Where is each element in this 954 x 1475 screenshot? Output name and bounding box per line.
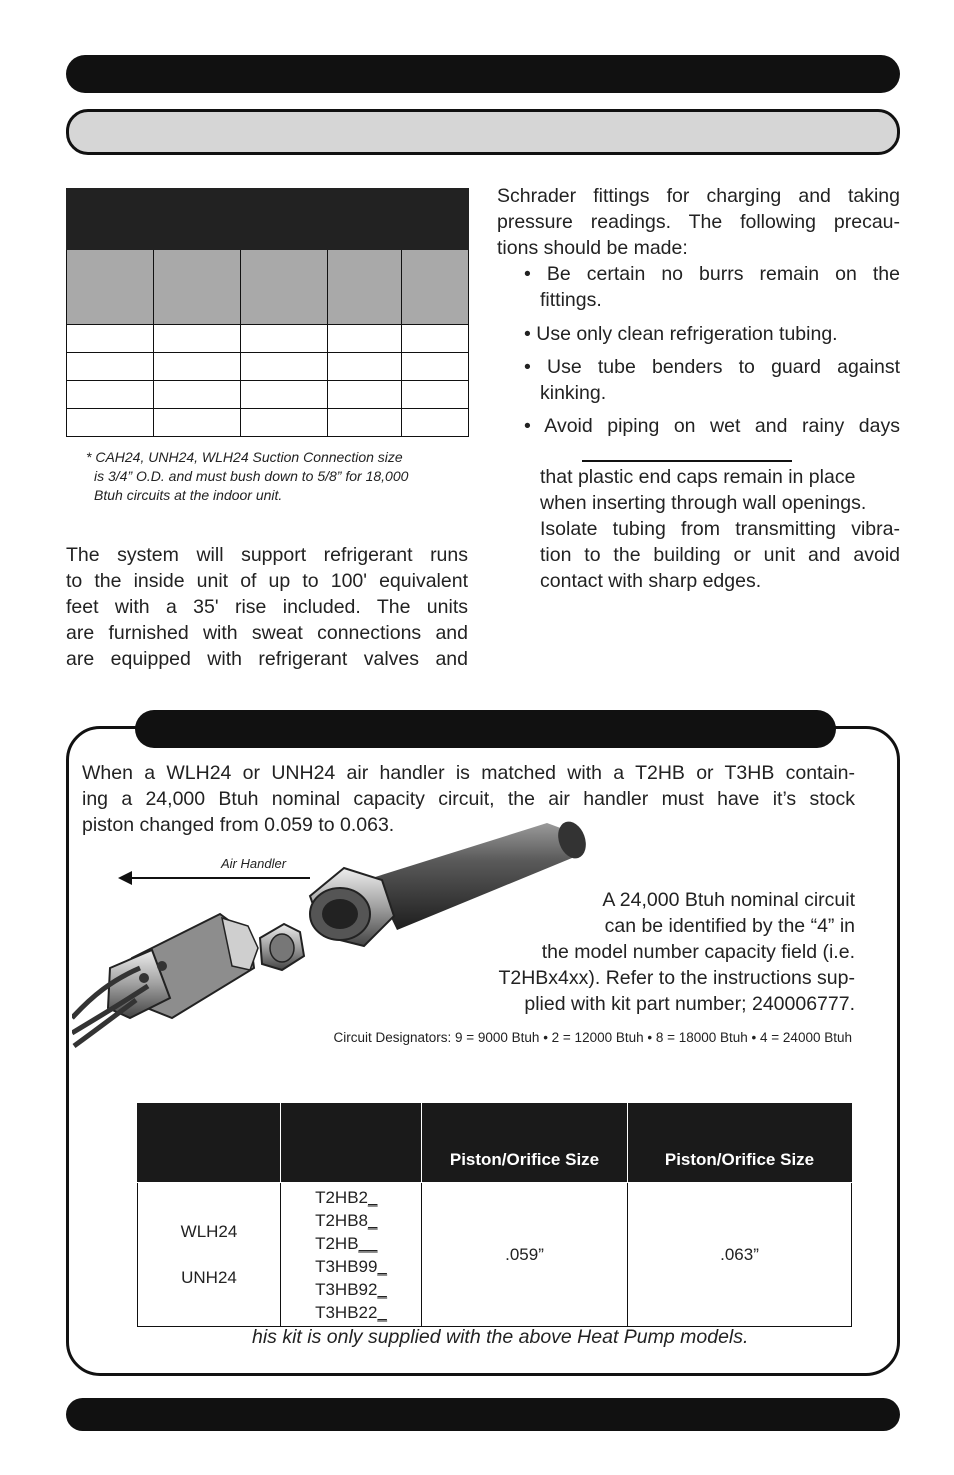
header-cell	[281, 1104, 422, 1183]
bullet-continuation	[540, 464, 900, 594]
paragraph-line: ing a 24,000 Btuh nominal capacity circuit, the air handler must have it’s stock	[82, 788, 855, 810]
footer-bar	[66, 1398, 900, 1431]
schrader-paragraph	[497, 183, 900, 261]
bullet-item	[524, 354, 900, 406]
paragraph-line: Isolate tubing from transmitting vibra-	[540, 518, 900, 540]
piston-table-header	[138, 1104, 852, 1183]
bullet-item	[524, 413, 900, 439]
header-cell: Piston/Orifice Size	[422, 1104, 628, 1183]
bullet-text: kinking.	[540, 382, 607, 404]
header-bar	[66, 55, 900, 93]
air-handler-model: WLH24	[180, 1221, 238, 1241]
heat-pump-models-cell	[281, 1183, 422, 1327]
kit-identification-text	[360, 887, 855, 1017]
table-footnote	[86, 448, 476, 505]
table-row	[67, 381, 469, 409]
bullet-item	[524, 321, 900, 347]
refrigerant-connection-table	[66, 188, 469, 437]
air-handler-model: UNH24	[181, 1267, 237, 1287]
paragraph-line: A 24,000 Btuh nominal circuit	[602, 889, 855, 911]
bullet-text: • Use only clean refrigeration tubing.	[524, 323, 838, 345]
paragraph-line: When a WLH24 or UNH24 air handler is matched with a T2HB or T3HB contain-	[82, 762, 855, 784]
paragraph-line: are furnished with sweat connections and	[66, 622, 468, 644]
bullet-text: • Avoid piping on wet and rainy days	[524, 415, 900, 437]
new-piston-size: .063”	[628, 1183, 852, 1327]
table-row	[138, 1183, 852, 1327]
footnote-line: Btuh circuits at the indoor unit.	[94, 487, 283, 503]
paragraph-line: the model number capacity field (i.e.	[541, 941, 855, 963]
panel-title-bar	[135, 710, 836, 748]
piston-size-table	[137, 1103, 852, 1327]
paragraph-line: tions should be made:	[497, 237, 688, 259]
paragraph-line: contact with sharp edges.	[540, 570, 762, 592]
bullet-item	[524, 261, 900, 313]
paragraph-line: The system will support refrigerant runs	[66, 544, 468, 566]
heat-pump-model: T3HB22_	[315, 1302, 387, 1322]
paragraph-line: to the inside unit of up to 100' equivalent	[66, 570, 468, 592]
heat-pump-model: T3HB99_	[315, 1256, 387, 1276]
air-handler-cell	[138, 1183, 281, 1327]
stock-piston-size: .059”	[422, 1183, 628, 1327]
bullet-text: fittings.	[540, 289, 602, 311]
circuit-designators: Circuit Designators: 9 = 9000 Btuh • 2 = 12000 Btuh • 8 = 18000 Btuh • 4 = 24000 Btuh	[333, 1030, 852, 1045]
table-title-row	[67, 189, 469, 250]
paragraph-line: feet with a 35' rise included. The units	[66, 596, 468, 618]
paragraph-line: T2HBx4xx). Refer to the instructions sup-	[498, 967, 855, 989]
paragraph-line: pressure readings. The following precau-	[497, 211, 900, 233]
table-row	[67, 409, 469, 437]
header-cell: Piston/Orifice Size	[628, 1104, 852, 1183]
paragraph-line: that plastic end caps remain in place	[540, 466, 856, 488]
heat-pump-model: T2HB8_	[315, 1210, 378, 1230]
air-handler-label: Air Handler	[221, 856, 287, 871]
refrigerant-runs-paragraph	[66, 542, 468, 672]
heat-pump-model: T2HB2_	[315, 1187, 378, 1207]
paragraph-line: are equipped with refrigerant valves and	[66, 648, 468, 670]
kit-note: his kit is only supplied with the above Heat Pump models.	[252, 1326, 749, 1348]
paragraph-line: Schrader fittings for charging and taking	[497, 185, 900, 207]
heat-pump-model: T3HB92_	[315, 1279, 387, 1299]
table-row	[67, 353, 469, 381]
arrow-head-icon	[118, 871, 132, 885]
paragraph-line: piston changed from 0.059 to 0.063.	[82, 814, 395, 836]
air-handler-arrow	[122, 877, 310, 879]
footnote-line: is 3/4” O.D. and must bush down to 5/8” for 18,000	[94, 468, 409, 484]
table-header-row	[67, 250, 469, 325]
underline-rule	[582, 460, 792, 462]
bullet-text: • Use tube benders to guard against	[524, 356, 900, 378]
bullet-text: • Be certain no burrs remain on the	[524, 263, 900, 285]
heat-pump-model: T2HB__	[315, 1233, 378, 1253]
paragraph-line: tion to the building or unit and avoid	[540, 544, 900, 566]
piston	[260, 924, 304, 970]
paragraph-line: plied with kit part number; 240006777.	[524, 993, 855, 1015]
table-row	[67, 325, 469, 353]
footnote-line: * CAH24, UNH24, WLH24 Suction Connection size	[86, 449, 403, 465]
paragraph-line: can be identified by the “4” in	[604, 915, 855, 937]
header-cell	[138, 1104, 281, 1183]
subheader-bar	[66, 109, 900, 155]
paragraph-line: when inserting through wall openings.	[540, 492, 867, 514]
